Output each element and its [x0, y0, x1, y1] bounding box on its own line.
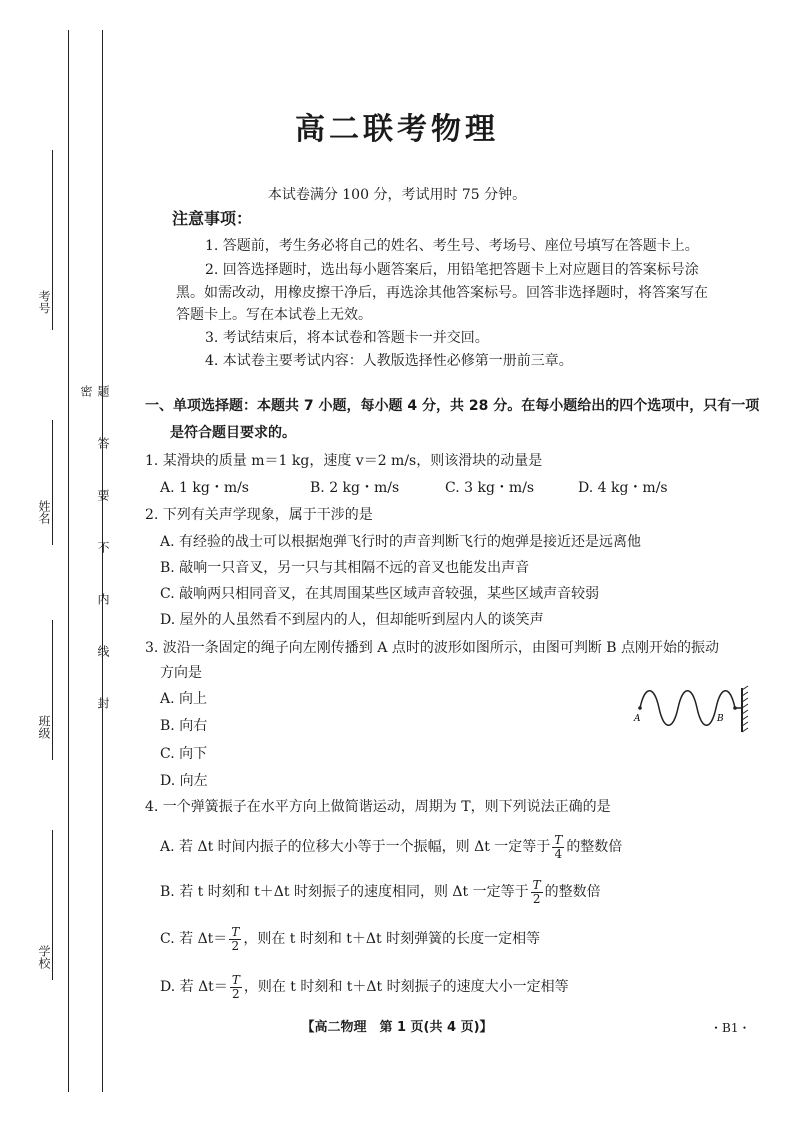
q4-option-b[interactable] [160, 877, 601, 907]
notes-item-1: 1. 答题前，考生务必将自己的姓名、考生号、考场号、座位号填写在答题卡上。 [205, 238, 699, 254]
fraction-t-over-2 [531, 879, 543, 906]
q2-option-d[interactable]: D. 屋外的人虽然看不到屋内的人，但却能听到屋内人的谈笑声 [160, 612, 544, 628]
q2-option-b[interactable]: B. 敲响一只音叉，另一只与其相隔不远的音叉也能发出声音 [160, 560, 530, 576]
name-field[interactable] [52, 420, 53, 545]
q4-d-text: D. 若 Δt＝ [160, 979, 228, 995]
notes-item-2-cont2: 答题卡上。写在本试卷上无效。 [176, 307, 372, 323]
notes-item-2-cont: 黑。如需改动，用橡皮擦干净后，再选涂其他答案标号。回答非选择题时，将答案写在 [176, 285, 708, 301]
q1-option-c[interactable]: C. 3 kg・m/s [445, 480, 535, 496]
q4-a-text: A. 若 Δt 时间内振子的位移大小等于一个振幅，则 Δt 一定等于 [160, 839, 551, 855]
q4-c-text: C. 若 Δt＝ [160, 931, 228, 947]
frac-denominator: 2 [231, 938, 240, 953]
exam-number-label: 考号 [37, 290, 51, 314]
notes-item-4: 4. 本试卷主要考试内容：人教版选择性必修第一册前三章。 [205, 353, 573, 369]
q3-option-a[interactable]: A. 向上 [160, 691, 208, 707]
name-label: 姓名 [37, 500, 51, 524]
class-field[interactable] [52, 620, 53, 760]
q3-stem-cont: 方向是 [160, 665, 202, 681]
notes-item-2: 2. 回答选择题时，选出每小题答案后，用铅笔把答题卡上对应题目的答案标号涂 [205, 262, 699, 278]
fraction-t-over-2 [229, 926, 241, 953]
section-heading-cont: 是符合题目要求的。 [170, 425, 296, 441]
frac-denominator: 4 [554, 846, 563, 861]
q4-option-c[interactable] [160, 924, 540, 954]
q1-option-b[interactable]: B. 2 kg・m/s [310, 480, 400, 496]
q4-d-text-end: ，则在 t 时刻和 t＋Δt 时刻振子的速度大小一定相等 [243, 979, 569, 995]
wave-figure [625, 680, 755, 740]
q4-option-a[interactable] [160, 832, 622, 862]
exam-info: 本试卷满分 100 分，考试用时 75 分钟。 [267, 187, 527, 203]
notes-item-3: 3. 考试结束后，将本试卷和答题卡一并交回。 [205, 330, 489, 346]
q1-option-d[interactable]: D. 4 kg・m/s [578, 480, 668, 496]
q4-b-text: B. 若 t 时刻和 t＋Δt 时刻振子的速度相同，则 Δt 一定等于 [160, 884, 529, 900]
frac-numerator: T [532, 877, 541, 892]
q1-stem: 1. 某滑块的质量 m＝1 kg，速度 v＝2 m/s，则该滑块的动量是 [145, 453, 543, 469]
exam-number-field[interactable] [52, 150, 53, 330]
fraction-t-over-4 [552, 834, 564, 861]
q4-c-text-end: ，则在 t 时刻和 t＋Δt 时刻弹簧的长度一定相等 [243, 931, 541, 947]
point-b-label: B [717, 714, 724, 724]
section-heading: 一、单项选择题：本题共 7 小题，每小题 4 分，共 28 分。在每小题给出的四个选项中，只有一项 [145, 398, 760, 414]
q4-b-text-end: 的整数倍 [544, 884, 601, 900]
class-label: 班级 [37, 715, 51, 739]
q2-option-c[interactable]: C. 敲响两只相同音叉，在其周围某些区域声音较强，某些区域声音较弱 [160, 586, 600, 602]
q1-option-a[interactable]: A. 1 kg・m/s [160, 480, 249, 496]
q4-stem: 4. 一个弹簧振子在水平方向上做简谐运动，周期为 T，则下列说法正确的是 [145, 799, 611, 815]
q3-option-b[interactable]: B. 向右 [160, 718, 208, 734]
point-a-label: A [634, 714, 641, 724]
frac-numerator: T [554, 832, 563, 847]
school-field[interactable] [52, 830, 53, 980]
frac-denominator: 2 [232, 986, 240, 1001]
page-code: ・B1・ [710, 1021, 751, 1035]
frac-numerator: T [231, 924, 240, 939]
notes-heading: 注意事项： [172, 209, 253, 228]
q3-stem: 3. 波沿一条固定的绳子向左刚传播到 A 点时的波形如图所示，由图可判断 B 点刚开始的振动 [145, 640, 720, 656]
q3-option-d[interactable]: D. 向左 [160, 773, 208, 789]
q4-a-text-end: 的整数倍 [566, 839, 623, 855]
q2-stem: 2. 下列有关声学现象，属于干涉的是 [145, 507, 373, 523]
frac-numerator: T [231, 972, 240, 987]
fraction-t-over-2 [230, 974, 242, 1001]
q3-option-c[interactable]: C. 向下 [160, 746, 208, 762]
page-footer: 【高二物理 第 1 页(共 4 页)】 [301, 1020, 493, 1035]
frac-denominator: 2 [532, 891, 541, 906]
school-label: 学校 [37, 945, 51, 969]
q2-option-a[interactable]: A. 有经验的战士可以根据炮弹飞行时的声音判断飞行的炮弹是接近还是远离他 [160, 534, 642, 550]
seal-line-notice: 题答要不内线封密 [79, 385, 110, 749]
page-title: 高二联考物理 [295, 112, 499, 147]
point-a-dot [638, 706, 642, 710]
q4-option-d[interactable] [160, 972, 569, 1002]
